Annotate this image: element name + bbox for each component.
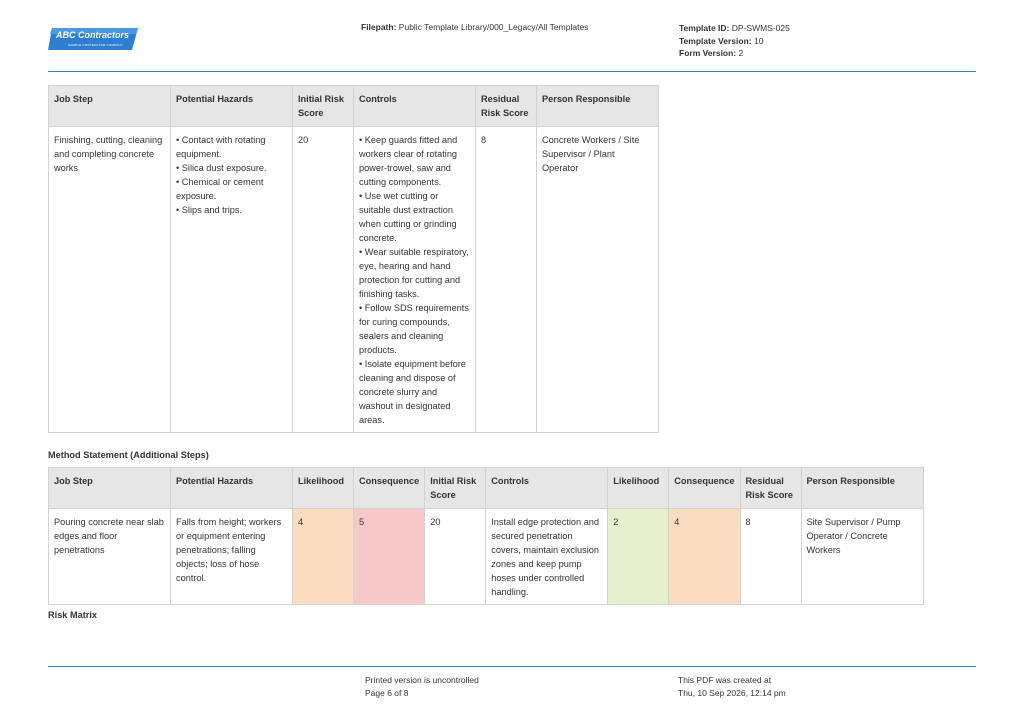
footer-left [365,674,479,700]
filepath [361,22,588,32]
col-job-step: Job Step [49,86,171,127]
template-version: Template Version: 10 [679,35,764,46]
created-label: This PDF was created at [678,675,772,685]
control-item: • Use wet cutting or suitable dust extraction when cutting or grinding concrete. [359,191,457,243]
cell-residual-likelihood: 2 [608,509,669,605]
control-item: • Isolate equipment before cleaning and dispose of concrete slurry and washout in designated areas. [359,359,466,425]
cell-residual-consequence: 4 [669,509,740,605]
template-meta [679,22,790,60]
control-item: • Keep guards fitted and workers clear of rotating power-trowel, saw and cutting components. [359,135,458,187]
col-consequence: Consequence [354,468,425,509]
logo-tagline: SAMPLE CONTRACTOR COMPANY [68,43,123,47]
control-item: • Follow SDS requirements for curing compounds, sealers and cleaning products. [359,303,469,355]
cell-job-step: Pouring concrete near slab edges and floor penetrations [49,509,171,605]
col-person-responsible: Person Responsible [801,468,923,509]
col-likelihood: Likelihood [293,468,354,509]
cell-residual-risk: 8 [476,127,537,433]
cell-hazards [171,127,293,433]
col-residual-consequence: Consequence [669,468,740,509]
table-row [49,127,659,433]
col-controls: Controls [354,86,476,127]
cell-controls: Install edge protection and secured penetration covers, maintain exclusion zones and keep pump hoses under controlled handling. [486,509,608,605]
method-statement-table [48,467,924,605]
col-residual-risk-score: Residual Risk Score [476,86,537,127]
cell-person-responsible: Site Supervisor / Pump Operator / Concrete Workers [801,509,923,605]
table-header-row [49,468,924,509]
cell-initial-risk: 20 [293,127,354,433]
col-residual-risk-score: Residual Risk Score [740,468,801,509]
hazard-item: • Slips and trips. [176,205,243,215]
footer-divider [48,666,976,667]
logo-name: ABC Contractors [56,30,130,40]
cell-hazards: Falls from height; workers or equipment entering penetrations; falling objects; loss of hose control. [171,509,293,605]
footer-right [678,674,786,700]
hazard-item: • Silica dust exposure. [176,163,267,173]
risk-matrix-title: Risk Matrix [48,610,98,620]
control-item: • Wear suitable respiratory, eye, hearing and hand protection for cutting and finishing tasks. [359,247,469,299]
table-header-row [49,86,659,127]
cell-person-responsible: Concrete Workers / Site Supervisor / Plant Operator [537,127,659,433]
cell-residual-risk: 8 [740,509,801,605]
filepath-label: Filepath: [361,22,397,32]
filepath-value: Public Template Library/000_Legacy/All Templates [398,22,589,32]
cell-likelihood: 4 [293,509,354,605]
uncontrolled-note: Printed version is uncontrolled [365,675,479,685]
cell-controls [354,127,476,433]
header-divider [48,71,976,72]
col-initial-risk-score: Initial Risk Score [425,468,486,509]
page-number: Page 6 of 8 [365,688,409,698]
col-initial-risk-score: Initial Risk Score [293,86,354,127]
cell-initial-risk: 20 [425,509,486,605]
cell-job-step: Finishing, cutting, cleaning and completing concrete works [49,127,171,433]
col-potential-hazards: Potential Hazards [171,468,293,509]
col-potential-hazards: Potential Hazards [171,86,293,127]
hazard-table [48,85,659,433]
col-job-step: Job Step [49,468,171,509]
cell-consequence: 5 [354,509,425,605]
table-row [49,509,924,605]
col-residual-likelihood: Likelihood [608,468,669,509]
created-timestamp: Thu, 10 Sep 2026, 12:14 pm [678,688,786,698]
form-version: Form Version: 2 [679,48,744,58]
col-person-responsible: Person Responsible [537,86,659,127]
page-header [0,0,1024,74]
col-controls: Controls [486,468,608,509]
hazard-item: • Contact with rotating equipment. [176,135,266,159]
hazard-item: • Chemical or cement exposure. [176,177,264,201]
template-id: Template ID: DP-SWMS-025 [679,23,790,33]
method-statement-title: Method Statement (Additional Steps) [48,450,209,460]
